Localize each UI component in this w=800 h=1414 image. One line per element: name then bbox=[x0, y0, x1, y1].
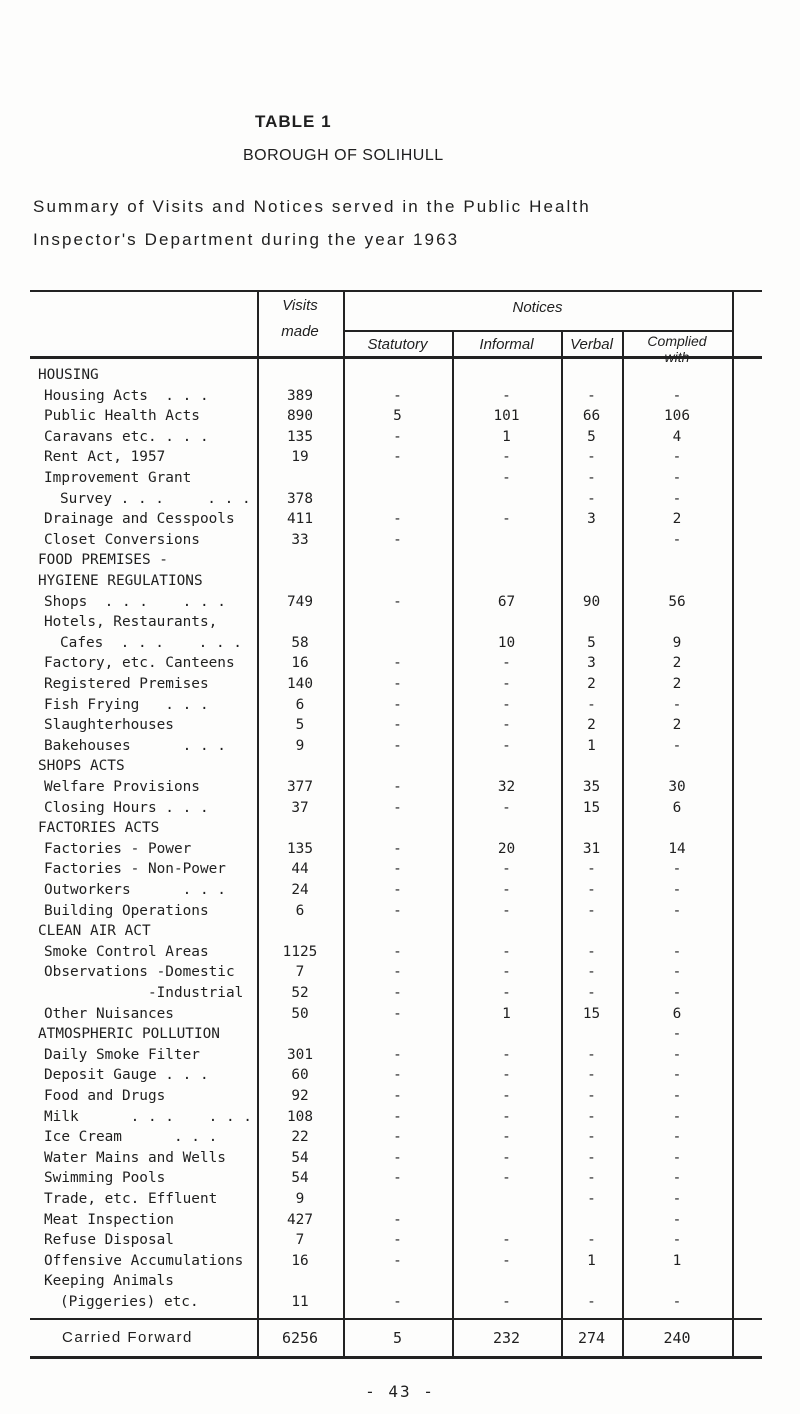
cell-complied: 14 bbox=[668, 840, 686, 857]
cell-statutory: - bbox=[393, 531, 402, 548]
cell-statutory: - bbox=[393, 840, 402, 857]
cell-complied: - bbox=[672, 737, 682, 754]
row-label: Bakehouses . . . bbox=[44, 737, 226, 754]
cell-visits: 411 bbox=[287, 511, 313, 528]
cell-complied: 2 bbox=[672, 676, 682, 692]
cell-informal: - bbox=[502, 387, 511, 404]
cell-statutory: - bbox=[393, 1294, 402, 1310]
cell-complied: - bbox=[672, 1046, 682, 1063]
cell-complied: - bbox=[672, 1191, 682, 1207]
header-visits bbox=[257, 296, 343, 342]
header-visits-line2: made bbox=[281, 323, 319, 340]
cell-complied: - bbox=[672, 964, 682, 981]
cell-visits: 33 bbox=[291, 531, 309, 548]
cell-statutory: - bbox=[393, 717, 402, 734]
rule-total-top bbox=[30, 1318, 762, 1320]
row-label: Factory, etc. Canteens bbox=[44, 655, 235, 672]
row-label: Factories - Non-Power bbox=[44, 861, 226, 878]
row-label: Deposit Gauge . . . bbox=[44, 1067, 209, 1084]
cell-verbal: 15 bbox=[582, 799, 601, 816]
cell-complied: - bbox=[672, 1067, 682, 1084]
cell-verbal: - bbox=[587, 1191, 596, 1207]
cell-verbal: - bbox=[587, 449, 596, 466]
row-label: Observations -Domestic bbox=[44, 964, 235, 981]
cell-verbal: - bbox=[587, 696, 596, 713]
cell-visits: 135 bbox=[287, 840, 313, 857]
header-informal: Informal bbox=[479, 336, 534, 353]
row-label: Registered Premises bbox=[44, 676, 209, 692]
cell-complied: - bbox=[672, 1211, 682, 1228]
cell-verbal: 2 bbox=[587, 717, 596, 734]
cell-verbal: 3 bbox=[587, 655, 596, 672]
row-label: Milk . . . . . . bbox=[44, 1108, 252, 1125]
carried-forward-informal: 232 bbox=[492, 1329, 521, 1347]
cell-visits: 6 bbox=[295, 902, 305, 919]
cell-statutory: 5 bbox=[393, 408, 402, 425]
rule-bottom bbox=[30, 1356, 762, 1359]
cell-complied: 1 bbox=[672, 1252, 682, 1269]
section-label: FOOD PREMISES - bbox=[38, 552, 168, 569]
cell-visits: 301 bbox=[287, 1046, 313, 1063]
authority-heading: BOROUGH OF SOLIHULL bbox=[243, 147, 444, 164]
cell-statutory: - bbox=[393, 449, 402, 466]
cell-visits: 135 bbox=[287, 428, 313, 445]
cell-informal: - bbox=[502, 943, 511, 960]
row-label: Welfare Provisions bbox=[44, 779, 200, 795]
cell-verbal: 1 bbox=[587, 737, 596, 754]
cell-complied: 2 bbox=[672, 717, 682, 734]
cell-statutory: - bbox=[393, 1005, 402, 1022]
cell-complied: - bbox=[672, 1170, 682, 1187]
rule-top bbox=[30, 290, 762, 292]
row-label: Slaughterhouses bbox=[44, 717, 174, 734]
cell-verbal: 3 bbox=[587, 511, 596, 528]
cell-statutory: - bbox=[393, 655, 402, 672]
cell-visits: 60 bbox=[291, 1067, 309, 1084]
cell-complied: - bbox=[672, 449, 682, 466]
row-label: Refuse Disposal bbox=[44, 1232, 174, 1249]
row-label: Ice Cream . . . bbox=[44, 1129, 218, 1146]
header-complied-line1: Complied bbox=[647, 333, 707, 349]
cell-verbal: - bbox=[587, 1170, 596, 1187]
section-label: HOUSING bbox=[38, 367, 99, 383]
carried-forward-verbal: 274 bbox=[577, 1329, 606, 1347]
cell-visits: 108 bbox=[287, 1108, 313, 1125]
cell-informal: - bbox=[502, 799, 511, 816]
cell-statutory: - bbox=[393, 985, 402, 1001]
cell-informal: - bbox=[502, 882, 511, 898]
cell-verbal: - bbox=[587, 943, 596, 960]
cell-statutory: - bbox=[393, 1149, 402, 1166]
cell-complied: - bbox=[672, 1232, 682, 1249]
cell-complied: - bbox=[672, 696, 682, 713]
cell-visits: 427 bbox=[287, 1211, 313, 1228]
cell-verbal: - bbox=[587, 985, 596, 1001]
cell-complied: - bbox=[672, 1108, 682, 1125]
cell-statutory: - bbox=[393, 964, 402, 981]
cell-visits: 44 bbox=[291, 861, 309, 878]
cell-informal: - bbox=[502, 449, 511, 466]
cell-complied: 6 bbox=[672, 1005, 682, 1022]
cell-statutory: - bbox=[393, 1067, 402, 1084]
cell-verbal: - bbox=[587, 1232, 596, 1249]
row-label: Drainage and Cesspools bbox=[44, 511, 235, 528]
cell-complied: 30 bbox=[668, 779, 686, 795]
cell-visits: 37 bbox=[291, 799, 309, 816]
cell-complied: - bbox=[672, 985, 682, 1001]
cell-complied: - bbox=[672, 531, 682, 548]
cell-statutory: - bbox=[393, 593, 402, 610]
row-label: Improvement Grant bbox=[44, 470, 192, 486]
row-label: Meat Inspection bbox=[44, 1211, 174, 1228]
carried-forward-label: Carried Forward bbox=[62, 1329, 193, 1346]
cell-complied: - bbox=[672, 902, 682, 919]
cell-informal: - bbox=[502, 1129, 511, 1146]
cell-visits: 749 bbox=[287, 593, 313, 610]
cell-complied: - bbox=[672, 1088, 682, 1104]
cell-verbal: 5 bbox=[587, 428, 596, 445]
row-label: Cafes . . . . . . bbox=[60, 634, 242, 651]
cell-visits: 92 bbox=[291, 1088, 309, 1104]
cell-verbal: - bbox=[587, 1067, 596, 1084]
cell-complied: - bbox=[672, 387, 682, 404]
cell-statutory: - bbox=[393, 861, 402, 878]
cell-informal: - bbox=[502, 1232, 511, 1249]
cell-informal: - bbox=[502, 1067, 511, 1084]
page-number: - 43 - bbox=[365, 1382, 435, 1401]
section-label: CLEAN AIR ACT bbox=[38, 923, 151, 940]
cell-visits: 11 bbox=[291, 1294, 309, 1310]
row-label: Closet Conversions bbox=[44, 531, 200, 548]
cell-statutory: - bbox=[393, 1108, 402, 1125]
header-notices: Notices bbox=[512, 299, 563, 316]
cell-statutory: - bbox=[393, 1170, 402, 1187]
row-label: Closing Hours . . . bbox=[44, 799, 209, 816]
cell-verbal: 90 bbox=[582, 593, 601, 610]
row-label: Survey . . . . . . bbox=[60, 490, 251, 507]
cell-informal: 1 bbox=[502, 1005, 511, 1022]
row-label: Swimming Pools bbox=[44, 1170, 166, 1187]
row-label: Public Health Acts bbox=[44, 408, 200, 425]
cell-verbal: - bbox=[587, 470, 596, 486]
row-label: Other Nuisances bbox=[44, 1005, 174, 1022]
cell-verbal: - bbox=[587, 861, 596, 878]
cell-informal: - bbox=[502, 1252, 511, 1269]
cell-complied: - bbox=[672, 1294, 682, 1310]
row-label: Smoke Control Areas bbox=[44, 943, 209, 960]
cell-verbal: 2 bbox=[587, 676, 596, 692]
cell-informal: - bbox=[502, 737, 511, 754]
cell-informal: - bbox=[502, 902, 511, 919]
subtitle-line-1: Summary of Visits and Notices served in the Public Health bbox=[33, 197, 591, 216]
cell-statutory: - bbox=[393, 1129, 402, 1146]
cell-visits: 6 bbox=[295, 696, 305, 713]
cell-complied: - bbox=[672, 861, 682, 878]
col-line-right bbox=[732, 290, 734, 1357]
section-label: SHOPS ACTS bbox=[38, 758, 125, 775]
cell-complied: 56 bbox=[668, 593, 686, 610]
cell-visits: 9 bbox=[295, 1191, 305, 1207]
row-label: Outworkers . . . bbox=[44, 882, 226, 898]
cell-statutory: - bbox=[393, 902, 402, 919]
cell-visits: 19 bbox=[291, 449, 309, 466]
cell-complied: - bbox=[672, 943, 682, 960]
header-verbal: Verbal bbox=[570, 336, 613, 353]
cell-complied: - bbox=[672, 1129, 682, 1146]
cell-visits: 1125 bbox=[282, 943, 318, 960]
row-label: Housing Acts . . . bbox=[44, 387, 209, 404]
cell-verbal: - bbox=[587, 964, 596, 981]
cell-visits: 52 bbox=[291, 985, 309, 1001]
row-label: Trade, etc. Effluent bbox=[44, 1191, 218, 1207]
cell-statutory: - bbox=[393, 1088, 402, 1104]
subtitle-line-2: Inspector's Department during the year 1963 bbox=[33, 230, 460, 249]
cell-visits: 54 bbox=[291, 1170, 309, 1187]
cell-statutory: - bbox=[393, 1211, 402, 1228]
cell-informal: 1 bbox=[502, 428, 511, 445]
cell-complied: 9 bbox=[672, 634, 682, 651]
cell-visits: 890 bbox=[287, 408, 313, 425]
cell-informal: - bbox=[502, 1108, 511, 1125]
cell-verbal: - bbox=[587, 490, 596, 507]
header-statutory: Statutory bbox=[367, 336, 428, 353]
row-label: Daily Smoke Filter bbox=[44, 1046, 200, 1063]
cell-statutory: - bbox=[393, 1252, 402, 1269]
cell-informal: 10 bbox=[497, 634, 516, 651]
cell-informal: - bbox=[502, 1149, 511, 1166]
cell-informal: - bbox=[502, 676, 511, 692]
cell-informal: - bbox=[502, 1088, 511, 1104]
cell-verbal: 5 bbox=[587, 634, 596, 651]
row-label: (Piggeries) etc. bbox=[60, 1294, 199, 1310]
cell-visits: 377 bbox=[287, 779, 313, 795]
cell-complied: 4 bbox=[672, 428, 682, 445]
row-label: Building Operations bbox=[44, 902, 209, 919]
cell-informal: - bbox=[502, 717, 511, 734]
cell-visits: 16 bbox=[291, 1252, 309, 1269]
cell-complied: - bbox=[672, 1149, 682, 1166]
row-label: Offensive Accumulations bbox=[44, 1252, 244, 1269]
cell-visits: 16 bbox=[291, 655, 309, 672]
cell-verbal: - bbox=[587, 1108, 596, 1125]
cell-statutory: - bbox=[393, 1046, 402, 1063]
carried-forward-complied: 240 bbox=[663, 1329, 691, 1347]
cell-statutory: - bbox=[393, 882, 402, 898]
cell-statutory: - bbox=[393, 428, 402, 445]
carried-forward-visits: 6256 bbox=[281, 1329, 319, 1347]
cell-verbal: 31 bbox=[582, 840, 601, 857]
cell-statutory: - bbox=[393, 779, 402, 795]
cell-informal: - bbox=[502, 470, 511, 486]
cell-informal: 20 bbox=[497, 840, 516, 857]
row-label: Caravans etc. . . . bbox=[44, 428, 209, 445]
cell-visits: 24 bbox=[291, 882, 309, 898]
section-label: FACTORIES ACTS bbox=[38, 820, 160, 837]
cell-statutory: - bbox=[393, 943, 402, 960]
binding-margin bbox=[0, 0, 30, 1414]
cell-complied: - bbox=[672, 882, 682, 898]
cell-visits: 378 bbox=[287, 490, 313, 507]
cell-visits: 5 bbox=[295, 717, 305, 734]
cell-statutory: - bbox=[393, 799, 402, 816]
cell-visits: 58 bbox=[291, 634, 309, 651]
cell-verbal: - bbox=[587, 1149, 596, 1166]
cell-informal: - bbox=[502, 511, 511, 528]
cell-statutory: - bbox=[393, 511, 402, 528]
row-label: Water Mains and Wells bbox=[44, 1149, 226, 1166]
cell-verbal: - bbox=[587, 1129, 596, 1146]
cell-informal: - bbox=[502, 1046, 511, 1063]
cell-complied: - bbox=[672, 1026, 682, 1043]
header-complied bbox=[622, 333, 732, 365]
section-label: ATMOSPHERIC POLLUTION bbox=[38, 1026, 220, 1043]
row-label: Keeping Animals bbox=[44, 1273, 174, 1290]
cell-visits: 7 bbox=[295, 1232, 305, 1249]
cell-informal: 32 bbox=[497, 779, 516, 795]
cell-statutory: - bbox=[393, 696, 402, 713]
cell-verbal: 35 bbox=[582, 779, 601, 795]
cell-statutory: - bbox=[393, 1232, 402, 1249]
cell-informal: - bbox=[502, 696, 511, 713]
cell-verbal: - bbox=[587, 1088, 596, 1104]
header-complied-line2: with bbox=[664, 349, 690, 365]
header-visits-line1: Visits bbox=[282, 297, 318, 314]
cell-informal: - bbox=[502, 1294, 511, 1310]
row-label: Shops . . . . . . bbox=[44, 593, 226, 610]
cell-visits: 389 bbox=[287, 387, 313, 404]
carried-forward-statutory: 5 bbox=[392, 1329, 403, 1347]
cell-statutory: - bbox=[393, 737, 402, 754]
cell-verbal: - bbox=[587, 902, 596, 919]
cell-visits: 22 bbox=[291, 1129, 309, 1146]
cell-verbal: 15 bbox=[582, 1005, 601, 1022]
cell-visits: 50 bbox=[291, 1005, 309, 1022]
cell-informal: - bbox=[502, 861, 511, 878]
cell-informal: 101 bbox=[493, 408, 520, 425]
cell-complied: - bbox=[672, 490, 682, 507]
rule-notices bbox=[343, 330, 732, 332]
cell-visits: 54 bbox=[291, 1149, 309, 1166]
cell-statutory: - bbox=[393, 676, 402, 692]
cell-verbal: 1 bbox=[587, 1252, 596, 1269]
cell-informal: - bbox=[502, 1170, 511, 1187]
section-label: HYGIENE REGULATIONS bbox=[38, 573, 203, 589]
cell-complied: 2 bbox=[672, 511, 682, 528]
row-label: -Industrial bbox=[44, 985, 244, 1001]
cell-informal: - bbox=[502, 964, 511, 981]
cell-verbal: - bbox=[587, 882, 596, 898]
cell-complied: 106 bbox=[664, 408, 690, 425]
cell-informal: - bbox=[502, 985, 511, 1001]
row-label: Factories - Power bbox=[44, 840, 192, 857]
cell-visits: 140 bbox=[287, 676, 313, 692]
cell-visits: 7 bbox=[295, 964, 305, 981]
cell-verbal: 66 bbox=[582, 408, 601, 425]
cell-complied: 6 bbox=[672, 799, 682, 816]
cell-statutory: - bbox=[393, 387, 402, 404]
row-label: Hotels, Restaurants, bbox=[44, 614, 218, 631]
cell-informal: 67 bbox=[497, 593, 516, 610]
table-title: TABLE 1 bbox=[255, 112, 332, 131]
cell-verbal: - bbox=[587, 1294, 596, 1310]
cell-complied: 2 bbox=[672, 655, 682, 672]
row-label: Food and Drugs bbox=[44, 1088, 166, 1104]
row-label: Fish Frying . . . bbox=[44, 696, 209, 713]
cell-complied: - bbox=[672, 470, 682, 486]
row-label: Rent Act, 1957 bbox=[44, 449, 166, 466]
cell-informal: - bbox=[502, 655, 511, 672]
cell-verbal: - bbox=[587, 387, 596, 404]
cell-visits: 9 bbox=[295, 737, 305, 754]
cell-verbal: - bbox=[587, 1046, 596, 1063]
